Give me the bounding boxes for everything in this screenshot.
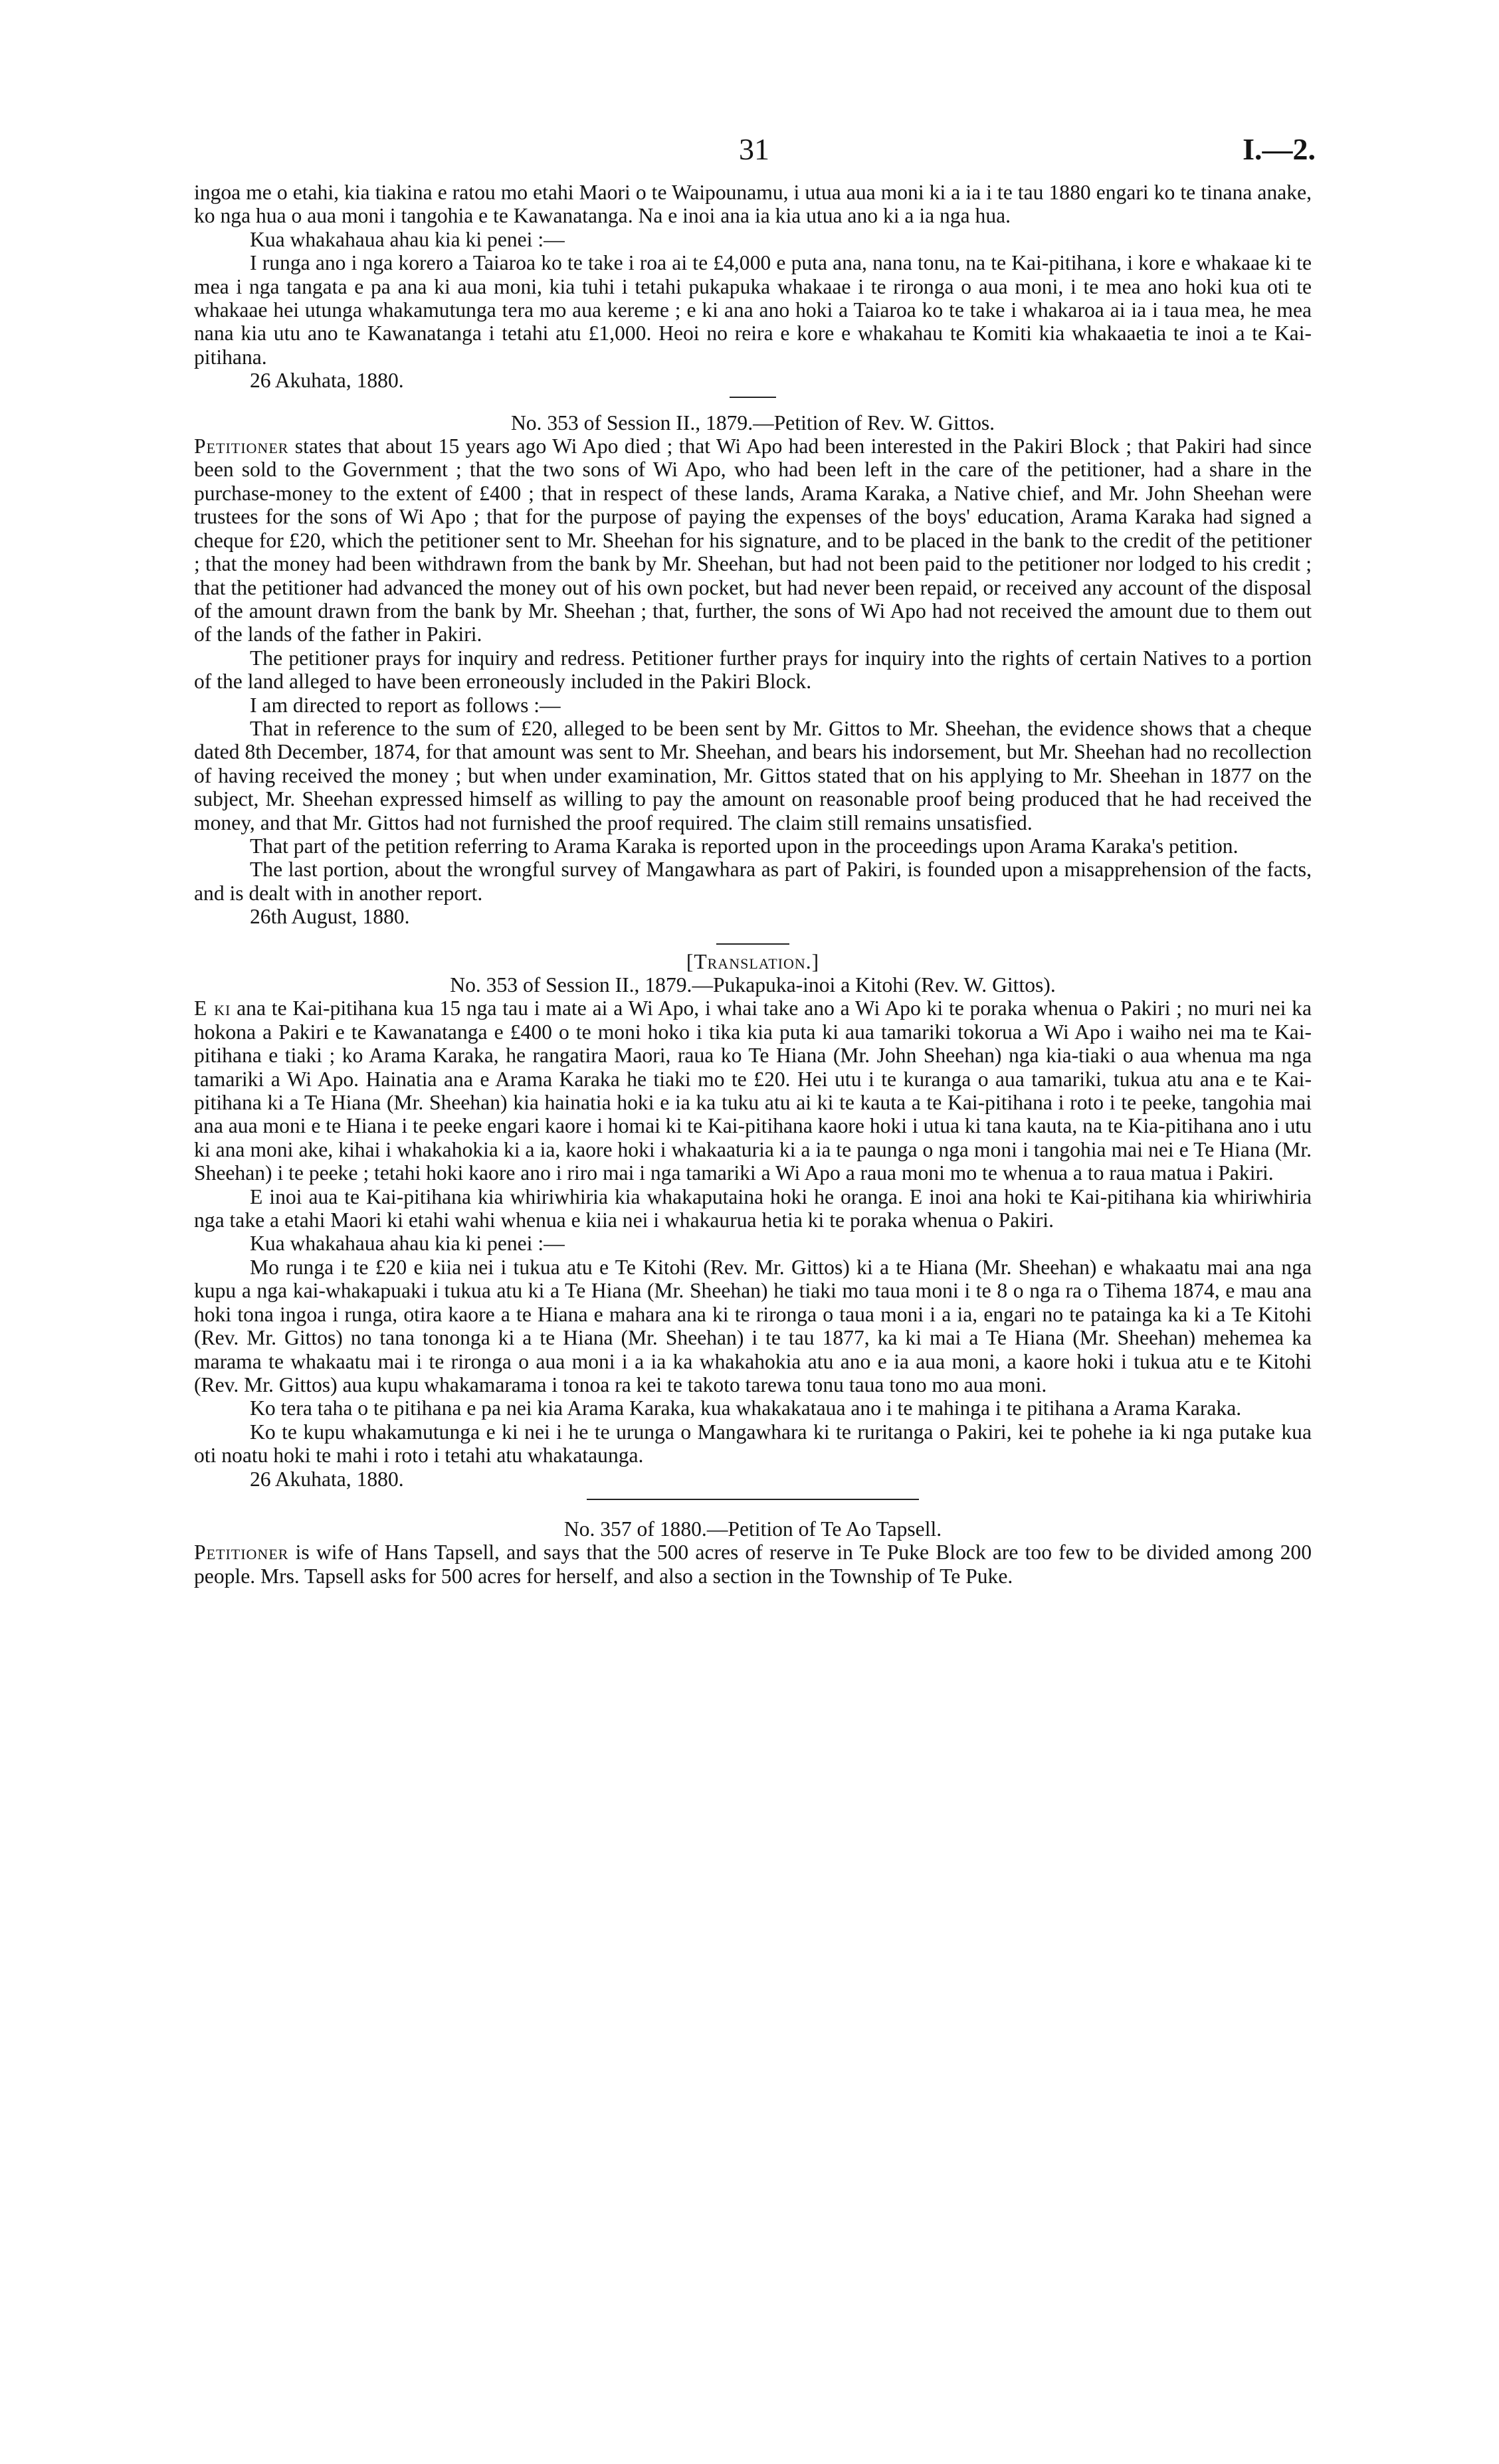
translation-prayer: E inoi aua te Kai-pitihana kia whiriwhiria kia whakaputaina hoki he oranga. E inoi ana hoki te Kai-pitihana kia whiriwhiria nga take a etahi Maori ki etahi wahi whenua e kiia nei i whakaurua hetia ki te poraka whenua o Pakiri. (194, 1185, 1312, 1232)
petition-statement (194, 1541, 1312, 1588)
translation-statement (194, 996, 1312, 1185)
translation-title: No. 353 of Session II., 1879.—Pukapuka-inoi a Kitohi (Rev. W. Gittos). (450, 973, 1056, 996)
report-paragraph: I runga ano i nga korero a Taiaroa ko te take i roa ai te £4,000 e puta ana, nana tonu, na te Kai-pitihana, i kore e whakaae ki te mea i nga tangata e pa ana ki aua moni, kia tuhi i tetahi pukapuka whakaae i te rironga o aua moni, i te mea ano hoki kua oti te whakaae hei utunga whakamutunga tera mo aua kereme ; e ki ana ano hoki a Taiaroa ko te take i whakaroa ai ia i taua mea, he mea nana kia utu ano te Kawanatanga i tetahi atu £1,000. Heoi no reira e kore e whakahau te Komiti kia whakaaetia te inoi a te Kai-pitihana. (194, 251, 1312, 369)
date-line: 26 Akuhata, 1880. (250, 369, 404, 393)
directed-line: Kua whakahaua ahau kia ki penei :— (250, 1232, 565, 1256)
continuation-section (194, 181, 1312, 393)
report-paragraph: The last portion, about the wrongful survey of Mangawhara as part of Pakiri, is founded upon a misapprehension of the facts, and is dealt with in another report. (194, 858, 1312, 905)
divider (730, 397, 776, 398)
petition-353-section (194, 411, 1312, 929)
report-paragraph: Mo runga i te £20 e kiia nei i tukua atu e Te Kitohi (Rev. Mr. Gittos) ki a te Hiana (Mr. Sheehan) e whakaatu mai ana nga kupu a nga kai-whakapuaki i tukua atu ki a Te Hiana (Mr. Sheehan) he tiaki mo taua moni i te 8 o nga ra o Tihema 1874, e mau ana hoki tona ingoa i runga, otira kaore a te Hiana e mahara ana ki te rironga o taua moni i a ia, engari no te patainga ka ki a Te Kitohi (Rev. Mr. Gittos) no tana tononga ki a te Hiana (Mr. Sheehan) i te tau 1877, ka ki mai a Te Hiana (Mr. Sheehan) mehemea ka marama te whakaatu mai i te rironga o aua moni i a ia ka whakahokia atu ano e ia aua moni, a kaore hoki i tukua atu e te Kitohi (Rev. Mr. Gittos) aua kupu whakamarama i tonoa ra kei te takoto tarewa tonu taua tono mo aua moni. (194, 1255, 1312, 1396)
divider (716, 943, 789, 945)
divider (587, 1499, 919, 1500)
page-number: 31 (739, 132, 769, 166)
translation-section (194, 950, 1312, 1491)
date-line: 26th August, 1880. (250, 905, 410, 929)
report-paragraph: Ko te kupu whakamutunga e ki nei i he te urunga o Mangawhara ki te ruritanga o Pakiri, kei te pohehe ia ki nga putake kua oti noatu hoki te mahi i roto i tetahi atu whakataunga. (194, 1420, 1312, 1468)
page-header (193, 132, 1316, 171)
continuation-paragraph: ingoa me o etahi, kia tiakina e ratou mo etahi Maori o te Waipounamu, i utua aua moni ki a ia i te tau 1880 engari ko te tinana anake, ko nga hua o aua moni i tangohia e te Kawanatanga. Na e inoi ana ia kia utua ano ki a ia nga hua. (194, 181, 1312, 228)
directed-line: Kua whakahaua ahau kia ki penei :— (250, 227, 565, 251)
petition-title: No. 357 of 1880.—Petition of Te Ao Tapsell. (563, 1517, 942, 1541)
translation-statement-text: ana te Kai-pitihana kua 15 nga tau i mate ai a Wi Apo, i whai take ano a Wi Apo ki te poraka whenua o Pakiri ; no muri nei ka hokona a Pakiri e te Kawanatanga e £400 o te moni hoko i tika kia puta ki aua tamariki tokorua a Wi Apo i waiho nei ma te Kai-pitihana e tiaki ; ko Arama Karaka, he rangatira Maori, raua ko Te Hiana (Mr. John Sheehan) nga kia-tiaki o aua whenua ma nga tamariki a Wi Apo. Hainatia ana e Arama Karaka he tiaki mo te £20. Hei utu i te kuranga o aua tamariki, tukua atu ana e te Kai-pitihana ki a Te Hiana (Mr. Sheehan) kia hainatia hoki e ia ka tuku atu ai ki te kauta a te Kai-pitihana i roto i te peeke, tangohia mai ana aua moni e te Hiana i te peeke engari kaore i homai ki te Kai-pitihana kaore hoki i utua ki tana kauta, na te Kia-pitihana ano i utu ki ana moni ake, kihai i whakahokia ki a ia, kaore hoki i whakaaturia ki a ia te paunga o nga moni i tangohia mai nei e Te Hiana (Mr. Sheehan) i te peeke ; tetahi hoki kaore ano i riro mai i nga tamariki a Wi Apo a raua moni mo te whenua a to raua matua i Pakiri. (194, 996, 1312, 1185)
petition-lead-word: Petitioner (194, 1541, 289, 1564)
report-paragraph: That in reference to the sum of £20, alleged to be been sent by Mr. Gittos to Mr. Sheehan, the evidence shows that a cheque dated 8th December, 1874, for that amount was sent to Mr. Sheehan, and bears his indorsement, but Mr. Sheehan had no recollection of having received the money ; but when under examination, Mr. Gittos stated that on his applying to Mr. Sheehan in 1877 on the subject, Mr. Sheehan expressed himself as willing to pay the amount on reasonable proof being produced that he had received the money, and that Mr. Gittos had not furnished the proof required. The claim still remains unsatisfied. (194, 716, 1312, 834)
report-paragraph: That part of the petition referring to Arama Karaka is reported upon in the proceedings upon Arama Karaka's petition. (250, 834, 1239, 858)
petition-title: No. 353 of Session II., 1879.—Petition of Rev. W. Gittos. (510, 411, 995, 434)
petition-statement-text: states that about 15 years ago Wi Apo died ; that Wi Apo had been interested in the Pakiri Block ; that Pakiri had since been sold to the Government ; that the two sons of Wi Apo, who had been left in the care of the petitioner, had a share in the purchase-money to the extent of £400 ; that in respect of these lands, Arama Karaka, a Native chief, and Mr. John Sheehan were trustees for the sons of Wi Apo ; that for the purpose of paying the expenses of the boys' education, Arama Karaka had signed a cheque for £20, which the petitioner sent to Mr. Sheehan for his signature, and to be placed in the bank to the credit of the petitioner ; that the money had been withdrawn from the bank by Mr. Sheehan, but had not been paid to the petitioner nor lodged to his credit ; that the petitioner had advanced the money out of his own pocket, but had never been repaid, or received any account of the disposal of the amount drawn from the bank by Mr. Sheehan ; that, further, the sons of Wi Apo had not received the amount due to them out of the lands of the father in Pakiri. (194, 434, 1312, 646)
translation-lead-word: E ki (194, 996, 231, 1020)
translation-label (194, 950, 1312, 973)
report-paragraph: Ko tera taha o te pitihana e pa nei kia Arama Karaka, kua whakakataua ano i te mahinga i te pitihana a Arama Karaka. (250, 1396, 1242, 1420)
document-body (194, 181, 1312, 1588)
paper-reference: I.—2. (1243, 132, 1316, 166)
petition-lead-word: Petitioner (194, 434, 289, 458)
petition-prayer: The petitioner prays for inquiry and redress. Petitioner further prays for inquiry into the rights of certain Natives to a portion of the land alleged to have been erroneously included in the Pakiri Block. (194, 646, 1312, 694)
petition-357-section (194, 1517, 1312, 1588)
petition-statement-text: is wife of Hans Tapsell, and says that the 500 acres of reserve in Te Puke Block are too few to be divided among 200 people. Mrs. Tapsell asks for 500 acres for herself, and also a section in the Township of Te Puke. (194, 1541, 1312, 1588)
directed-line: I am directed to report as follows :— (250, 693, 561, 717)
petition-statement (194, 434, 1312, 646)
translation-label-text: [Translation.] (686, 949, 820, 973)
date-line: 26 Akuhata, 1880. (250, 1467, 404, 1491)
